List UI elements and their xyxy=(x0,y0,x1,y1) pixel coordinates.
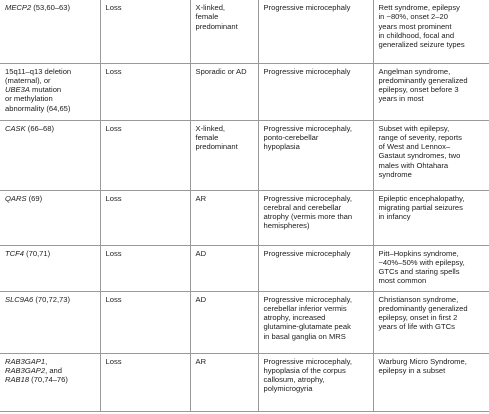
gene-cell xyxy=(0,291,100,353)
gene-symbol: RAB3GAP1 xyxy=(5,356,46,366)
inheritance-cell: Sporadic or AD xyxy=(190,63,258,120)
gene-text: (66–68) xyxy=(25,123,54,133)
mechanism-cell: Loss xyxy=(100,120,190,190)
inheritance-cell: AD xyxy=(190,291,258,353)
mechanism-cell: Loss xyxy=(100,245,190,291)
brain-cell: Progressive microcephaly xyxy=(258,63,373,120)
gene-symbol: CASK xyxy=(5,123,26,133)
gene-text: 15q11–q13 deletion (maternal), or xyxy=(5,66,72,85)
features-cell: Subset with epilepsy, range of severity, reports of West and Lennox– Gastaut syndromes, two males with Ohtahara syndrome xyxy=(373,120,489,190)
brain-cell: Progressive microcephaly, cerebral and cerebellar atrophy (vermis more than hemispheres) xyxy=(258,190,373,245)
gene-symbol: RAB3GAP2 xyxy=(5,365,46,375)
gene-cell xyxy=(0,245,100,291)
mechanism-cell: Loss xyxy=(100,291,190,353)
features-cell: Pitt–Hopkins syndrome, ~40%–50% with epilepsy, GTCs and staring spells most common xyxy=(373,245,489,291)
brain-cell: Progressive microcephaly xyxy=(258,0,373,63)
brain-cell: Progressive microcephaly, cerebellar inferior vermis atrophy, increased glutamine-glutamate peak in basal ganglia on MRS xyxy=(258,291,373,353)
inheritance-cell: AR xyxy=(190,190,258,245)
features-cell: Rett syndrome, epilepsy in ~80%, onset 2–20 years most prominent in childhood, focal and generalized seizure types xyxy=(373,0,489,63)
gene-cell xyxy=(0,190,100,245)
gene-cell xyxy=(0,63,100,120)
gene-cell xyxy=(0,120,100,190)
inheritance-cell: AR xyxy=(190,353,258,411)
table-row xyxy=(0,0,489,63)
inheritance-cell: X-linked, female predominant xyxy=(190,120,258,190)
mechanism-cell: Loss xyxy=(100,190,190,245)
table-row xyxy=(0,291,489,353)
gene-text: (53,60–63) xyxy=(31,3,71,12)
mechanism-cell: Loss xyxy=(100,353,190,411)
features-cell: Christianson syndrome, predominantly generalized epilepsy, onset in first 2 years of life with GTCs xyxy=(373,291,489,353)
table-row xyxy=(0,63,489,120)
mechanism-cell: Loss xyxy=(100,63,190,120)
inheritance-cell: X-linked, female predominant xyxy=(190,0,258,63)
table-row xyxy=(0,120,489,190)
table-row xyxy=(0,190,489,245)
gene-symbol: QARS xyxy=(5,193,27,203)
gene-symbol: TCF4 xyxy=(5,248,24,258)
brain-cell: Progressive microcephaly xyxy=(258,245,373,291)
gene-symbol: MECP2 xyxy=(5,3,32,12)
gene-text: (70,74–76) xyxy=(29,375,68,384)
brain-cell: Progressive microcephaly, hypoplasia of the corpus callosum, atrophy, polymicrogyria xyxy=(258,353,373,411)
gene-symbol: UBE3A xyxy=(5,85,30,94)
gene-cell xyxy=(0,353,100,411)
gene-text: , and xyxy=(45,365,62,375)
mechanism-cell: Loss xyxy=(100,0,190,63)
gene-text: (70,72,73) xyxy=(33,294,71,304)
gene-text: , xyxy=(45,356,48,366)
gene-text: (69) xyxy=(26,193,43,203)
gene-text: mutation or methylation abnormality (64,65) xyxy=(5,85,71,113)
inheritance-cell: AD xyxy=(190,245,258,291)
table-row xyxy=(0,245,489,291)
gene-cell xyxy=(0,0,100,63)
brain-cell: Progressive microcephaly, ponto-cerebellar hypoplasia xyxy=(258,120,373,190)
gene-symbol: RAB18 xyxy=(5,375,30,384)
table-row xyxy=(0,353,489,411)
features-cell: Angelman syndrome, predominantly generalized epilepsy, onset before 3 years in most xyxy=(373,63,489,120)
features-cell: Epileptic encephalopathy, migrating partial seizures in infancy xyxy=(373,190,489,245)
gene-text: (70,71) xyxy=(23,248,51,258)
features-cell: Warburg Micro Syndrome, epilepsy in a subset xyxy=(373,353,489,411)
gene-symbol: SLC9A6 xyxy=(5,294,34,304)
